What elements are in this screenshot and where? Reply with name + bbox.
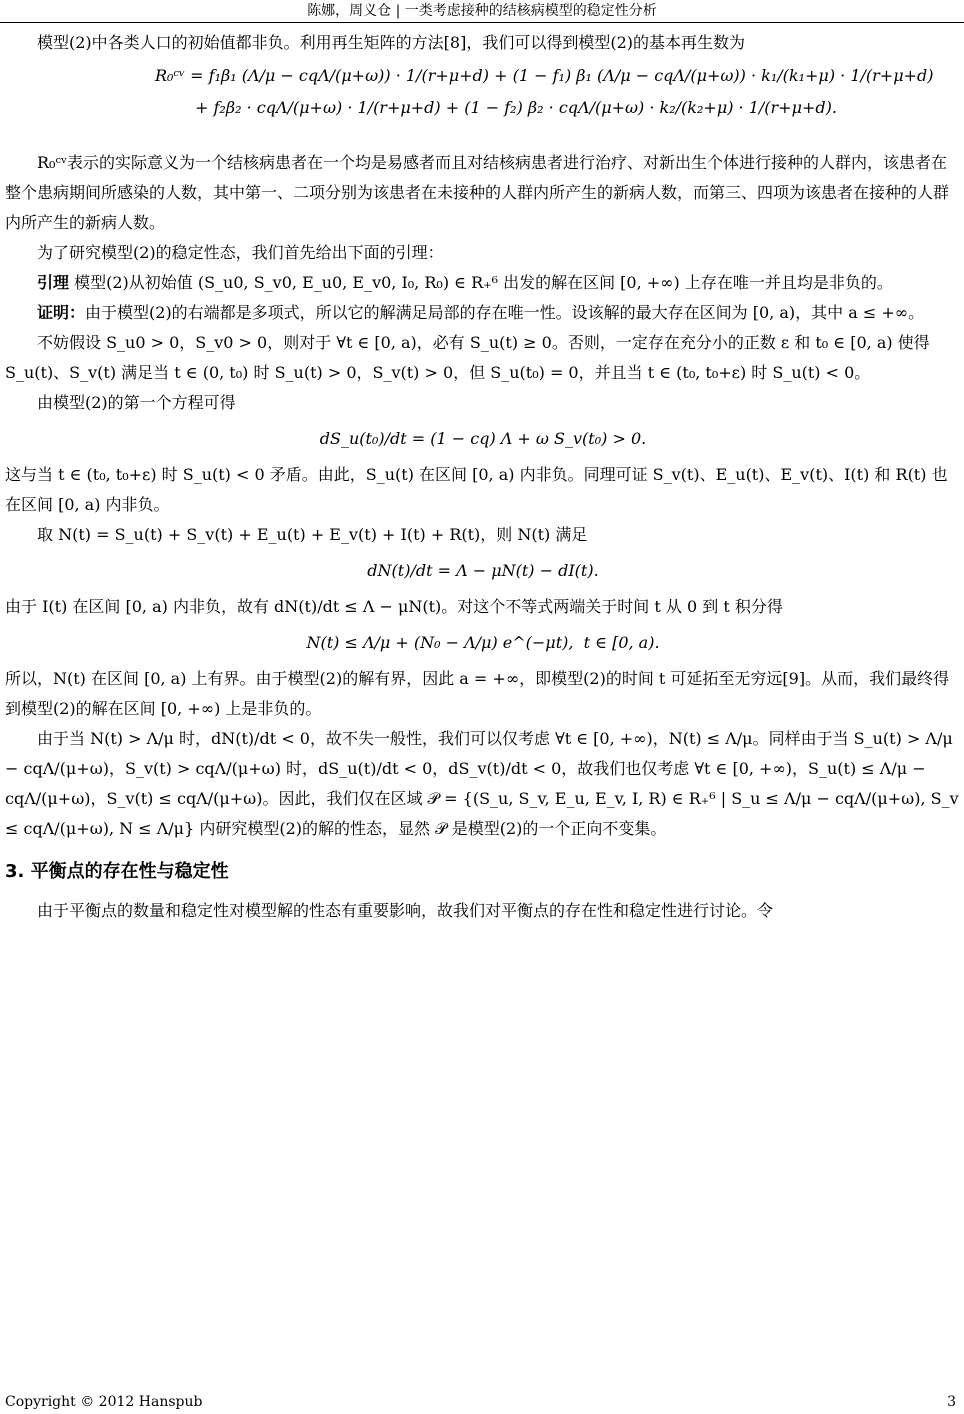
paragraph-lemma-intro: 为了研究模型(2)的稳定性态，我们首先给出下面的引理： — [37, 243, 444, 262]
proof — [5, 298, 961, 328]
paragraph-invariant-set: 由于当 N(t) > Λ/μ 时，dN(t)/dt < 0，故不失一般性，我们可以仅考虑 ∀t ∈ [0, +∞)，N(t) ≤ Λ/μ。同样由于当 S_u(t) > Λ/μ − cqΛ/(μ+ω)，S_v(t) > cqΛ/(μ+ω) 时，dS_u(t)/dt < 0，dS_v(t)/dt < 0，故我们也仅考虑 ∀t ∈ [0, +∞)，S_u(t) ≤ Λ/μ − cqΛ/(μ+ω)，S_v(t) ≤ cqΛ/(μ+ω)。因此，我们仅在区域 𝒫 = {(S_u, S_v, E_u, E_v, I, R) ∈ R₊⁶ | S_u ≤ Λ/μ − cqΛ/(μ+ω), S_v ≤ cqΛ/(μ+ω), N ≤ Λ/μ} 内研究模型(2)的解的性态，显然 𝒫 是模型(2)的一个正向不变集。 — [5, 729, 959, 838]
equation-n-bound: N(t) ≤ Λ/μ + (N₀ − Λ/μ) e^(−μt), t ∈ [0, a). — [306, 633, 660, 652]
paragraph-intro: 模型(2)中各类人口的初始值都非负。利用再生矩阵的方法[8]，我们可以得到模型(2)的基本再生数为 — [37, 33, 745, 52]
lemma-text: 模型(2)从初始值 (S_u0, S_v0, E_u0, E_v0, I₀, R₀) ∈ R₊⁶ 出发的解在区间 [0, +∞) 上存在唯一并且均是非负的。 — [69, 273, 893, 292]
page-number: 3 — [947, 1394, 956, 1410]
paragraph-total-population: 取 N(t) = S_u(t) + S_v(t) + E_u(t) + E_v(t) + I(t) + R(t)，则 N(t) 满足 — [37, 525, 588, 544]
paragraph-assumption: 不妨假设 S_u0 > 0，S_v0 > 0，则对于 ∀t ∈ [0, a)，必有 S_u(t) ≥ 0。否则，一定存在充分小的正数 ε 和 t₀ ∈ [0, a) 使得 S_u(t)、S_v(t) 满足当 t ∈ (0, t₀) 时 S_u(t) > 0，S_v(t) > 0，但 S_u(t₀) = 0，并且当 t ∈ (t₀, t₀+ε) 时 S_u(t) < 0。 — [5, 333, 930, 382]
paragraph-r0-meaning: R₀ᶜᵛ表示的实际意义为一个结核病患者在一个均是易感者而且对结核病患者进行治疗、对新出生个体进行接种的人群内，该患者在整个患病期间所感染的人数，其中第一、二项分别为该患者在未接种的人群内所产生的新病人数，而第三、四项为该患者在接种的人群内所产生的新病人数。 — [5, 153, 950, 232]
equation-r0-line1: R₀ᶜᵛ = f₁β₁ (Λ/μ − cqΛ/(μ+ω)) · 1/(r+μ+d) + (1 − f₁) β₁ (Λ/μ − cqΛ/(μ+ω)) · k₁/(k₁+μ) · 1/(r+μ+d) — [155, 66, 934, 85]
lemma-label: 引理 — [37, 273, 70, 292]
equation-dn: dN(t)/dt = Λ − μN(t) − dI(t). — [367, 561, 599, 580]
paragraph-contradiction: 这与当 t ∈ (t₀, t₀+ε) 时 S_u(t) < 0 矛盾。由此，S_u(t) 在区间 [0, a) 内非负。同理可证 S_v(t)、E_u(t)、E_v(t)、I(t) 和 R(t) 也在区间 [0, a) 内非负。 — [5, 465, 948, 514]
paragraph-first-equation: 由模型(2)的第一个方程可得 — [37, 393, 236, 412]
running-header: 陈娜，周义仓 | 一类考虑接种的结核病模型的稳定性分析 — [0, 0, 964, 23]
paragraph-bounded: 所以，N(t) 在区间 [0, a) 上有界。由于模型(2)的解有界，因此 a = +∞，即模型(2)的时间 t 可延拓至无穷远[9]。从而，我们最终得到模型(2)的解在区间 [0, +∞) 上是非负的。 — [5, 669, 950, 718]
proof-text: 由于模型(2)的右端都是多项式，所以它的解满足局部的存在唯一性。设该解的最大存在区间为 [0, a)，其中 a ≤ +∞。 — [85, 303, 925, 322]
page-body — [5, 28, 961, 926]
section-heading-3: 3. 平衡点的存在性与稳定性 — [5, 861, 229, 882]
equation-dsu: dS_u(t₀)/dt = (1 − cq) Λ + ω S_v(t₀) > 0. — [319, 429, 647, 448]
proof-label: 证明： — [37, 303, 86, 322]
paragraph-inequality: 由于 I(t) 在区间 [0, a) 内非负，故有 dN(t)/dt ≤ Λ − μN(t)。对这个不等式两端关于时间 t 从 0 到 t 积分得 — [5, 597, 783, 616]
lemma — [5, 268, 961, 298]
paragraph-equilibrium: 由于平衡点的数量和稳定性对模型解的性态有重要影响，故我们对平衡点的存在性和稳定性进行讨论。令 — [37, 901, 774, 920]
equation-r0-line2: + f₂β₂ · cqΛ/(μ+ω) · 1/(r+μ+d) + (1 − f₂) β₂ · cqΛ/(μ+ω) · k₂/(k₂+μ) · 1/(r+μ+d). — [195, 98, 837, 117]
copyright-text: Copyright © 2012 Hanspub — [5, 1394, 203, 1410]
page-footer — [5, 1394, 956, 1410]
